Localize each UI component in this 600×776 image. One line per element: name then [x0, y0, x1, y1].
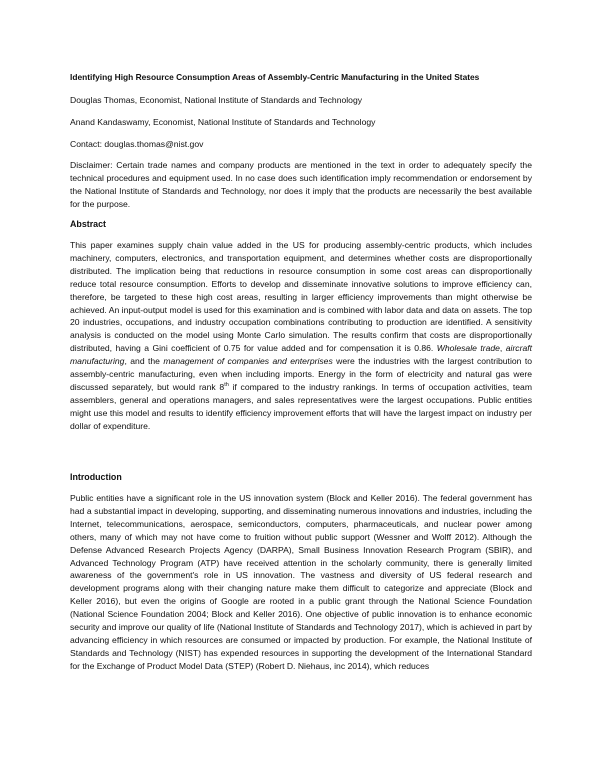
introduction-heading: Introduction [70, 472, 122, 482]
abstract-part-2: were the industries with the largest contribution to assembly-centric manufacturing, even when including imports. Energy in the form of electricity and natural gas were discussed separately, but would rank 8 [70, 356, 532, 392]
abstract-italic-3: management of companies and enterprises [163, 356, 333, 367]
abstract-italic-1: Wholesale trade [436, 343, 500, 354]
abstract-italic-2: aircraft manufacturing [70, 343, 533, 367]
disclaimer [70, 159, 532, 211]
abstract-text [70, 239, 532, 433]
disclaimer-text: Disclaimer: Certain trade names and company products are mentioned in the text in order to adequately specify the technical procedures and equipment used. In no case does such identification imply recommendation or endorsement by the National Institute of Standards and Technology, nor does it imply that the products are necessarily the best available for the purpose. [70, 160, 532, 209]
introduction-text: Public entities have a significant role in the US innovation system (Block and Keller 2016). The federal government has had a substantial impact in developing, supporting, and disseminating numerous innovations and industries, including the Internet, telecommunications, aerospace, semiconductors, computers, pharmaceuticals, and nuclear power among others, many of which may not have come to fruition without public support (Wessner and Wolff 2012). Although the Defense Advanced Research Projects Agency (DARPA), Small Business Innovation Research Program (SBIR), and Advanced Technology Program (ATP) have received attention in the scholarly community, there is generally limited awareness of the government's role in US innovation. The vastness and diversity of US federal research and development programs along with their changing nature make them difficult to categorize and appreciate (Block and Keller 2016), but even the origins of Google are rooted in a public grant through the National Science Foundation (National Science Foundation 2004; Block and Keller 2016). One objective of public innovation is to enhance economic security and improve our quality of life (National Institute of Standards and Technology 2017), which is achieved in part by advancing efficiency in which resources are consumed or impacted by production. For example, the National Institute of Standards and Technology (NIST) has expended resources in supporting the development of the International Standard for the Exchange of Product Model Data (STEP) (Robert D. Niehaus, inc 2014), which reduces [70, 493, 532, 671]
abstract-superscript: th [224, 382, 229, 389]
abstract-part-1: This paper examines supply chain value added in the US for producing assembly-centric products, which includes machinery, computers, electronics, and transportation equipment, and determines whether costs are disproportionally distributed. The implication being that reductions in resource consumption in some cost areas can disproportionally reduce total resource consumption. Efforts to develop and disseminate innovative solutions to improve efficiency can, therefore, be targeted to these high cost areas, resulting in larger efficiency improvements than might otherwise be achieved. An input-output model is used for this examination and is combined with labor data and data on assets. The top 20 industries, occupations, and industry occupation combinations contributing to production are identified. A sensitivity analysis is conducted on the model using Monte Carlo simulation. The results confirm that costs are disproportionally distributed, having a Gini coefficient of 0.75 for value added and for compensation it is 0.86. [70, 240, 532, 354]
contact-line: Contact: douglas.thomas@nist.gov [70, 139, 204, 149]
abstract-sep-2: , and the [124, 356, 164, 367]
author-line-2: Anand Kandaswamy, Economist, National Institute of Standards and Technology [70, 117, 376, 127]
abstract-sep-1: , [499, 343, 506, 354]
abstract-section [70, 239, 532, 433]
abstract-heading: Abstract [70, 219, 107, 229]
author-line-1: Douglas Thomas, Economist, National Institute of Standards and Technology [70, 95, 363, 105]
introduction-section [70, 492, 532, 673]
abstract-part-3: if compared to the industry rankings. In terms of occupation activities, team assemblers, general and operations managers, and sales representatives were the largest occupations. Public entities might use this model and results to identify efficiency improvement efforts that will have the largest impact on industry per dollar of expenditure. [70, 381, 532, 431]
paper-title: Identifying High Resource Consumption Areas of Assembly-Centric Manufacturing in the United States [70, 72, 480, 82]
